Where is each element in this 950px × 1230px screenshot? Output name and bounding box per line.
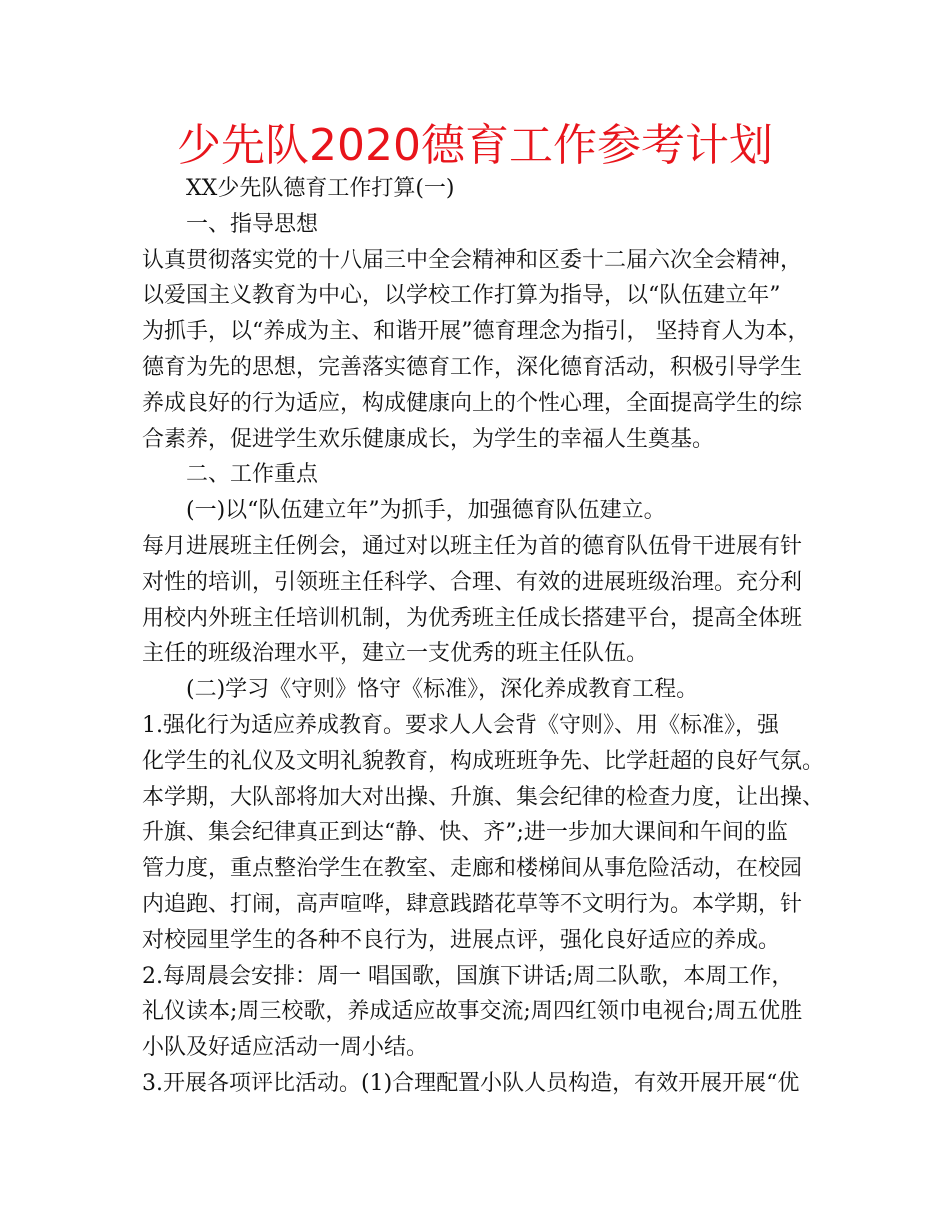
body-line: 1.强化行为适应养成教育。要求人人会背《守则》、用《标准》，强 xyxy=(142,712,779,738)
body-line: 为抓手，以“养成为主、和谐开展”德育理念为指引， 坚持育人为本， xyxy=(142,319,810,345)
body-line: 对性的培训，引领班主任科学、合理、有效的进展班级治理。充分利 xyxy=(142,569,803,595)
body-line: 认真贯彻落实党的十八届三中全会精神和区委十二届六次全会精神， xyxy=(142,247,803,273)
body-line: 二、工作重点 xyxy=(186,462,319,488)
body-line: 用校内外班主任培训机制，为优秀班主任成长搭建平台，提高全体班 xyxy=(142,605,803,631)
body-line: XX少先队德育工作打算(一) xyxy=(186,176,455,201)
document-body xyxy=(142,171,832,1102)
body-line: 本学期，大队部将加大对出操、升旗、集会纪律的检查力度，让出操、 xyxy=(142,784,825,810)
body-line: 养成良好的行为适应，构成健康向上的个性心理，全面提高学生的综 xyxy=(142,390,803,416)
body-line: 一、指导思想 xyxy=(186,211,319,237)
body-line: 管力度，重点整治学生在教室、走廊和楼梯间从事危险活动，在校园 xyxy=(142,856,803,882)
body-line: 化学生的礼仪及文明礼貌教育，构成班班争先、比学赶超的良好气氛。 xyxy=(142,748,825,774)
body-line: 德育为先的思想，完善落实德育工作，深化德育活动，积极引导学生 xyxy=(142,354,803,380)
body-line: 内追跑、打闹，高声喧哗，肆意践踏花草等不文明行为。本学期，针 xyxy=(142,891,803,917)
body-line: 升旗、集会纪律真正到达“静、快、齐”;进一步加大课间和午间的监 xyxy=(142,820,788,846)
body-line: 主任的班级治理水平，建立一支优秀的班主任队伍。 xyxy=(142,641,649,667)
body-line: 3.开展各项评比活动。(1)合理配置小队人员构造，有效开展开展“优 xyxy=(142,1070,800,1096)
body-line: 2.每周晨会安排：周一 唱国歌，国旗下讲话;周二队歌，本周工作， xyxy=(142,963,794,989)
body-line: 以爱国主义教育为中心，以学校工作打算为指导，以“队伍建立年” xyxy=(142,283,781,309)
body-line: 礼仪读本;周三校歌，养成适应故事交流;周四红领巾电视台;周五优胜 xyxy=(142,999,803,1025)
body-line: 每月进展班主任例会，通过对以班主任为首的德育队伍骨干进展有针 xyxy=(142,533,803,559)
body-line: 合素养，促进学生欢乐健康成长，为学生的幸福人生奠基。 xyxy=(142,426,715,452)
body-line: (二)学习《守则》恪守《标准》，深化养成教育工程。 xyxy=(186,677,699,703)
body-line: 小队及好适应活动一周小结。 xyxy=(142,1035,429,1061)
body-line: (一)以“队伍建立年”为抓手，加强德育队伍建立。 xyxy=(186,498,666,524)
body-line: 对校园里学生的各种不良行为，进展点评，强化良好适应的养成。 xyxy=(142,927,781,953)
document-title: 少先队2020德育工作参考计划 xyxy=(177,120,773,171)
